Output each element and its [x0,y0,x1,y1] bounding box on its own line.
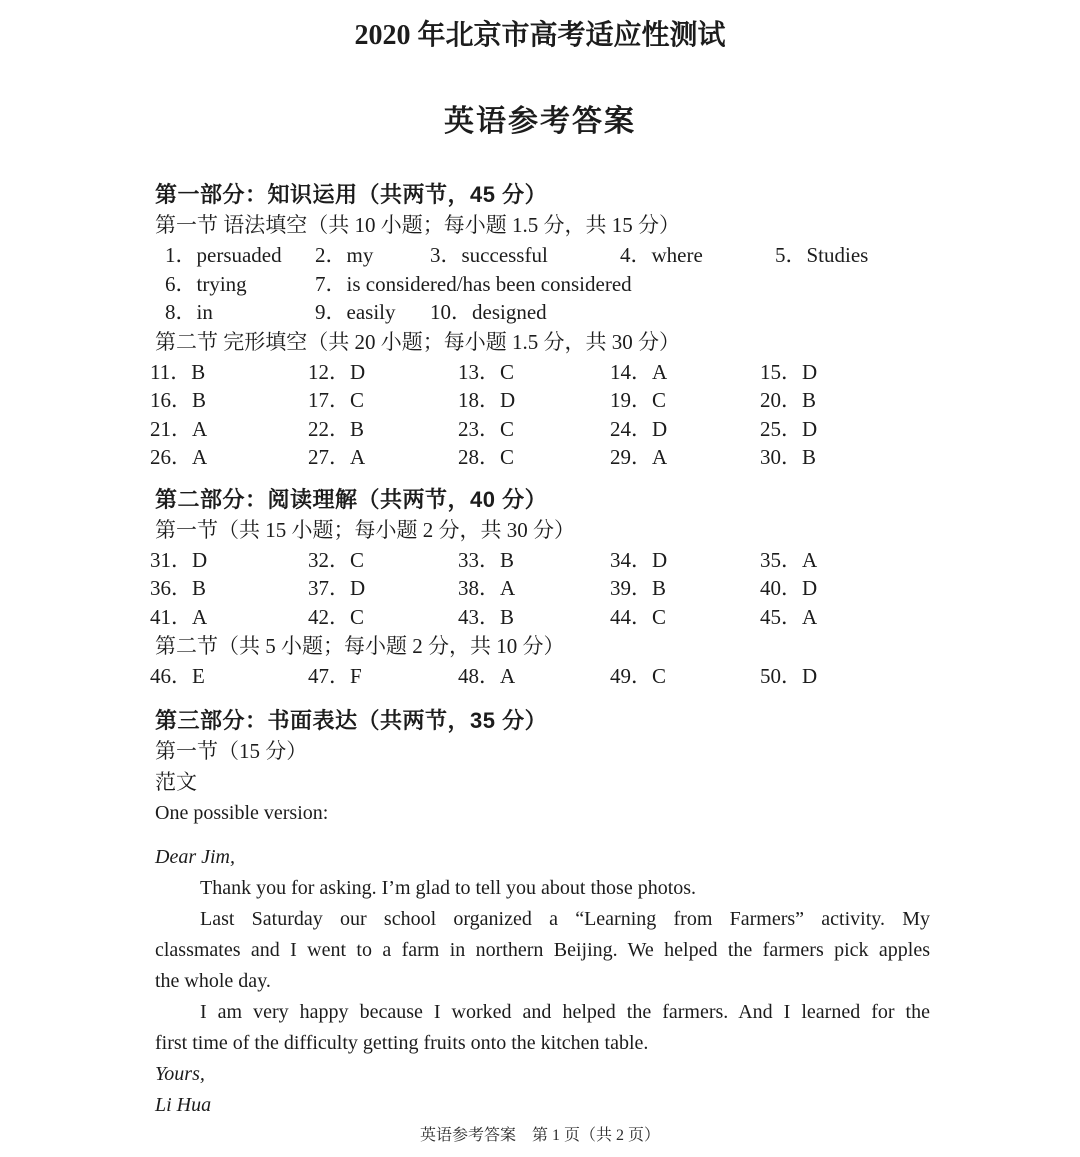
part3-heading: 第三部分：书面表达（共两节，35 分） [155,707,548,733]
answer-item: 24．D [610,416,668,441]
answer-item: 25．D [760,416,818,441]
essay-line: first time of the difficulty getting fruits onto the kitchen table. [155,1031,649,1054]
part1-section1-heading: 第一节 语法填空（共 10 小题；每小题 1.5 分，共 15 分） [155,213,680,237]
answer-item: 9．easily [315,300,396,324]
answer-item: 33．B [458,547,515,572]
answer-item: 46．E [150,664,205,688]
answer-item: 7．is considered/has been considered [315,271,632,296]
answer-item: 30．B [760,445,817,469]
answer-item: 2．my [315,243,374,267]
page-footer: 英语参考答案 第 1 页（共 2 页） [419,1127,660,1144]
paragraph-gap [155,829,930,842]
answer-item: 8．in [165,300,213,324]
answer-item: 1．persuaded [165,243,282,267]
cloze-answer-grid [150,358,930,472]
reading-answer-grid [150,546,930,632]
answer-item: 29．A [610,445,668,469]
answer-item: 42．C [308,604,365,629]
essay-line: classmates and I went to a farm in northern Beijing. We helped the farmers pick apples [155,938,930,961]
answer-item: 38．A [458,576,516,600]
answer-item: 17．C [308,388,365,412]
essay-line: I am very happy because I worked and helped the farmers. And I learned for the [200,1000,930,1023]
essay-line: Thank you for asking. I’m glad to tell you about those photos. [200,876,697,899]
answer-item: 36．B [150,576,207,600]
answer-item: 23．C [458,416,515,441]
answer-item: 3．successful [430,243,548,267]
essay-line: Last Saturday our school organized a “Learning from Farmers” activity. My [200,907,930,930]
answer-item: 19．C [610,388,667,412]
answer-item: 48．A [458,664,516,688]
answer-item: 32．C [308,547,365,572]
answer-item: 6．trying [165,271,247,296]
answer-item: 26．A [150,445,208,469]
answer-item: 27．A [308,445,366,469]
part2-section1-heading: 第一节（共 15 小题；每小题 2 分，共 30 分） [155,517,575,542]
page-subtitle: 英语参考答案 [444,105,636,138]
answer-item: 49．C [610,664,667,688]
essay-salutation: Dear Jim, [155,845,235,868]
part2-heading: 第二部分：阅读理解（共两节，40 分） [155,486,548,512]
page-title: 2020 年北京市高考适应性测试 [354,20,726,51]
answer-item: 31．D [150,547,208,572]
answer-item: 11．B [150,359,206,384]
answer-item: 5．Studies [775,243,869,267]
grammar-answer-grid [165,241,930,327]
answer-item: 50．D [760,664,818,688]
answer-item: 16．B [150,388,207,412]
answer-item: 10．designed [430,300,547,324]
answer-item: 40．D [760,576,818,600]
part1-section2-heading: 第二节 完形填空（共 20 小题；每小题 1.5 分，共 30 分） [155,329,680,354]
essay-line: the whole day. [155,969,271,992]
answer-item: 45．A [760,604,818,629]
answer-item: 35．A [760,547,818,572]
answer-item: 13．C [458,359,515,384]
model-essay-label: 范文 [155,769,197,794]
answer-item: 21．A [150,416,208,441]
part2-section2-heading: 第二节（共 5 小题；每小题 2 分，共 10 分） [155,634,565,658]
answer-item: 4．where [620,243,703,267]
answer-item: 43．B [458,604,515,629]
answer-item: 15．D [760,359,818,384]
answer-item: 18．D [458,388,516,412]
page-content [150,180,930,1121]
part1-heading: 第一部分：知识运用（共两节，45 分） [155,182,548,207]
answer-item: 37．D [308,576,366,600]
answer-item: 20．B [760,388,817,412]
answer-item: 22．B [308,416,365,441]
answer-item: 28．C [458,445,515,469]
answer-item: 34．D [610,547,668,572]
answer-item: 12．D [308,359,366,384]
answer-item: 47．F [308,664,362,688]
essay-signature: Li Hua [155,1093,212,1116]
seven-select-answer-grid [150,662,930,691]
answer-item: 14．A [610,359,668,384]
answer-item: 41．A [150,604,208,629]
version-label: One possible version: [155,801,329,824]
answer-item: 44．C [610,604,667,629]
part3-section1-heading: 第一节（15 分） [155,738,308,763]
answer-item: 39．B [610,576,667,600]
essay-closing: Yours, [155,1062,205,1085]
